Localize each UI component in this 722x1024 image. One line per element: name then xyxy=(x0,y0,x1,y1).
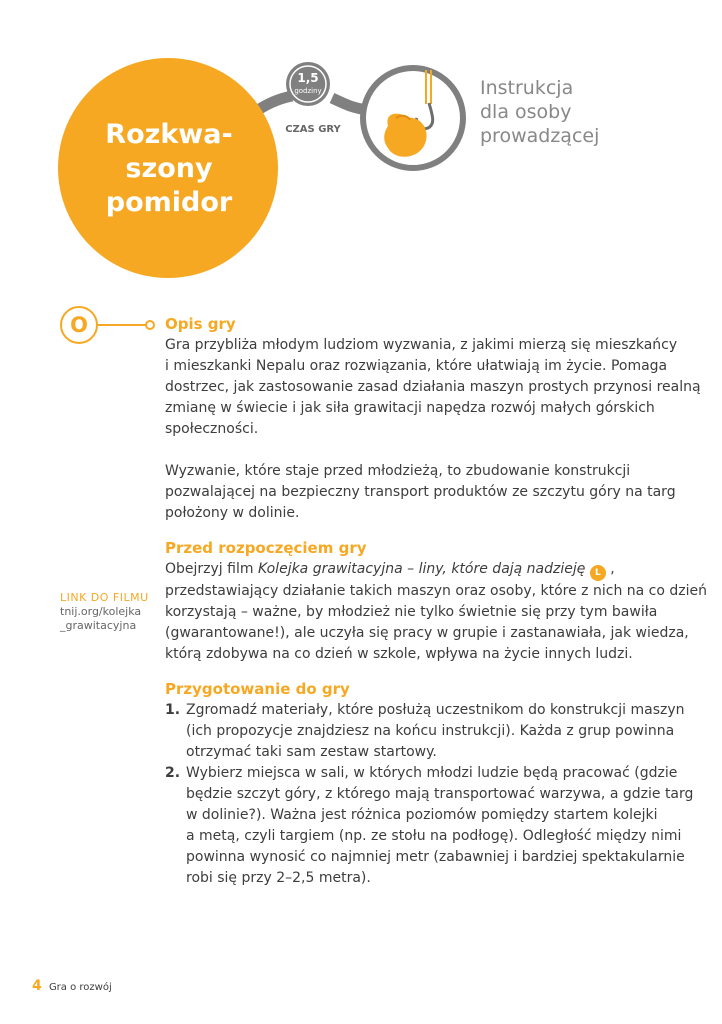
paragraph-line: pozwalającej na bezpieczny transport produktów ze szczytu góry na targ xyxy=(165,484,676,500)
paragraph-line: położony w dolinie. xyxy=(165,505,300,521)
list-line: w dolinie?). Ważna jest różnica poziomów pomiędzy startem kolejki xyxy=(186,807,658,823)
paragraph-line: korzystają – ważne, by młodzież nie tylko świetnie się przy tym bawiła xyxy=(165,604,658,620)
main-content xyxy=(165,313,707,889)
section-heading-opis: Opis gry xyxy=(165,315,236,333)
paragraph-line: Gra przybliża młodym ludziom wyzwania, z jakimi mierzą się mieszkańcy xyxy=(165,337,678,353)
film-suffix-text: , xyxy=(605,561,615,577)
film-link-url[interactable] xyxy=(60,605,160,633)
list-line: powinna wynosić co najmniej metr (zabawniej i bardziej spektakularnie xyxy=(186,849,685,865)
film-link-sidebar xyxy=(60,591,160,633)
list-number: 1. xyxy=(165,702,181,718)
title-line: Rozkwa- xyxy=(105,119,233,150)
paragraph-line: dostrzec, jak zastosowanie zasad działania maszyn prostych przynosi realną xyxy=(165,379,701,395)
list-number: 2. xyxy=(165,765,181,781)
paragraph-line: (gwarantowane!), ale uczyła się pracy w grupie i zastanawiała, jak wiedza, xyxy=(165,625,689,641)
instruction-line: prowadzącej xyxy=(480,125,600,147)
paragraph-line: przedstawiający działanie takich maszyn oraz osoby, które z nich na co dzień xyxy=(165,583,707,599)
time-unit: godziny xyxy=(294,87,322,95)
paragraph-line: zmianę w świecie i jak siła grawitacji napędza rozwój małych górskich xyxy=(165,400,655,416)
film-intro-text: Obejrzyj film xyxy=(165,561,258,577)
section-heading-przygotowanie: Przygotowanie do gry xyxy=(165,680,350,698)
section-heading-przed: Przed rozpoczęciem gry xyxy=(165,539,367,557)
list-line: a metą, czyli targiem (np. ze stołu na podłogę). Odległość między nimi xyxy=(186,828,682,844)
url-line[interactable]: _grawitacyjna xyxy=(60,619,137,632)
list-line: Zgromadź materiały, które posłużą uczestnikom do konstrukcji maszyn xyxy=(186,702,685,718)
section-marker: O xyxy=(60,306,98,344)
instruction-line: Instrukcja xyxy=(480,77,574,99)
title-line: pomidor xyxy=(105,187,233,218)
paragraph-line: Wyzwanie, które staje przed młodzieżą, to zbudowanie konstrukcji xyxy=(165,463,631,479)
marker-connector xyxy=(98,324,146,326)
page-number: 4 xyxy=(32,978,42,994)
game-title xyxy=(84,118,254,220)
film-link-heading: LINK DO FILMU xyxy=(60,591,149,604)
url-line[interactable]: tnij.org/kolejka xyxy=(60,605,142,618)
paragraph-line: i mieszkanki Nepalu oraz rozwiązania, które ułatwiają im życie. Pomaga xyxy=(165,358,668,374)
film-title: Kolejka grawitacyjna – liny, które dają nadzieję xyxy=(257,561,586,577)
list-item xyxy=(165,763,694,889)
time-value: 1,5 xyxy=(297,71,319,85)
preparation-list xyxy=(165,700,694,889)
paragraph-line xyxy=(165,559,665,581)
list-line: robi się przy 2–2,5 metra). xyxy=(186,870,371,886)
paragraph-line: którą zdobywa na co dzień w szkole, wpływa na życie innych ludzi. xyxy=(165,646,633,662)
list-line: (ich propozycje znajdziesz na końcu instrukcji). Każda z grup powinna xyxy=(186,723,675,739)
footer-text: Gra o rozwój xyxy=(48,982,112,993)
title-line: szony xyxy=(125,153,213,184)
page-footer xyxy=(32,978,112,994)
list-item xyxy=(165,700,685,763)
marker-dot xyxy=(145,320,155,330)
paragraph-line: społeczności. xyxy=(165,421,259,437)
list-line: będzie szczyt góry, z którego mają transportować warzywa, a gdzie targ xyxy=(186,786,694,802)
list-line: Wybierz miejsca w sali, w których młodzi ludzie będą pracować (gdzie xyxy=(186,765,678,781)
instruction-heading xyxy=(480,76,680,148)
time-label: CZAS GRY xyxy=(285,124,341,135)
list-line: otrzymać taki sam zestaw startowy. xyxy=(186,744,437,760)
instruction-line: dla osoby xyxy=(480,101,572,123)
link-badge-icon[interactable]: L xyxy=(590,565,606,581)
